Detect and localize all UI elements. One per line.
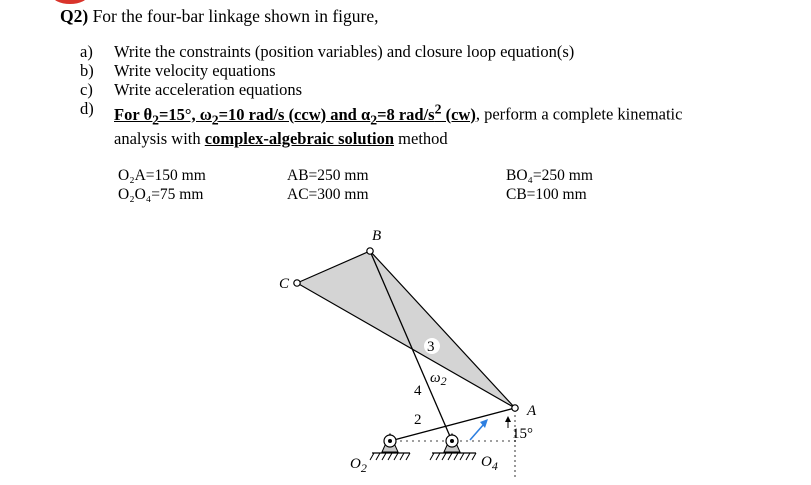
angle-label: 15° (512, 426, 533, 442)
dimensions-column-2 (287, 166, 369, 204)
task-label: d) (80, 99, 94, 118)
four-bar-linkage-figure (250, 215, 570, 480)
dimensions-column-3 (506, 166, 593, 204)
task-item-c (80, 80, 682, 99)
link-3-label: 3 (427, 339, 435, 355)
corner-decoration (52, 0, 88, 4)
task-label: a) (80, 42, 93, 61)
ground-pivot-o4 (430, 434, 476, 460)
task-item-d (80, 99, 682, 129)
task-d-continued: analysis with complex-algebraic solution method (114, 128, 448, 148)
joint-c (294, 280, 300, 286)
pivot-o2-label: $O_2$ (350, 456, 367, 475)
task-text: Write acceleration equations (114, 80, 303, 99)
dimension-bo4: BO₄=250 mm (506, 167, 593, 184)
question-text: For the four-bar linkage shown in figure, (92, 6, 379, 26)
link-4-label: 4 (414, 383, 422, 399)
omega-label: $\omega_2$ (430, 370, 447, 388)
angle-arrow (505, 416, 511, 428)
task-item-b (80, 61, 682, 80)
pivot-o4-label: $O_4$ (481, 454, 498, 473)
task-label: c) (80, 80, 93, 99)
link-2-label: 2 (414, 412, 422, 428)
dimension-o2a: O₂A=150 mm (118, 167, 206, 184)
dimension-ac: AC=300 mm (287, 186, 369, 203)
given-conditions: For $\theta_2=15^\circ$, $\omega_2=10$ rad/s (ccw) and $\alpha_2=8$ rad/$s^2$ (cw) (114, 101, 476, 127)
coupler-plate (297, 251, 515, 408)
task-list (80, 42, 682, 148)
joint-b (367, 248, 373, 254)
task-text: Write the constraints (position variables) and closure loop equation(s) (114, 42, 575, 61)
dimension-ab: AB=250 mm (287, 167, 369, 184)
point-a-label: A (527, 403, 537, 419)
point-c-label: C (279, 276, 290, 292)
dimension-cb: CB=100 mm (506, 186, 587, 203)
dimensions-column-1 (118, 166, 206, 204)
point-b-label: B (372, 228, 382, 244)
task-item-a (80, 42, 682, 61)
task-text: For $\theta_2=15^\circ$, $\omega_2=10$ rad/s (ccw) and $\alpha_2=8$ rad/$s^2$ (cw), perform a complete kinematic (114, 101, 683, 127)
method-name: complex-algebraic solution (204, 128, 395, 148)
task-label: b) (80, 61, 94, 80)
task-text: Write velocity equations (114, 61, 276, 80)
joint-a (512, 405, 518, 411)
dimension-o2o4: O₂O₄=75 mm (118, 186, 204, 203)
question-title (60, 6, 378, 27)
question-number: Q2) (60, 6, 89, 26)
omega-arrow (470, 419, 488, 440)
